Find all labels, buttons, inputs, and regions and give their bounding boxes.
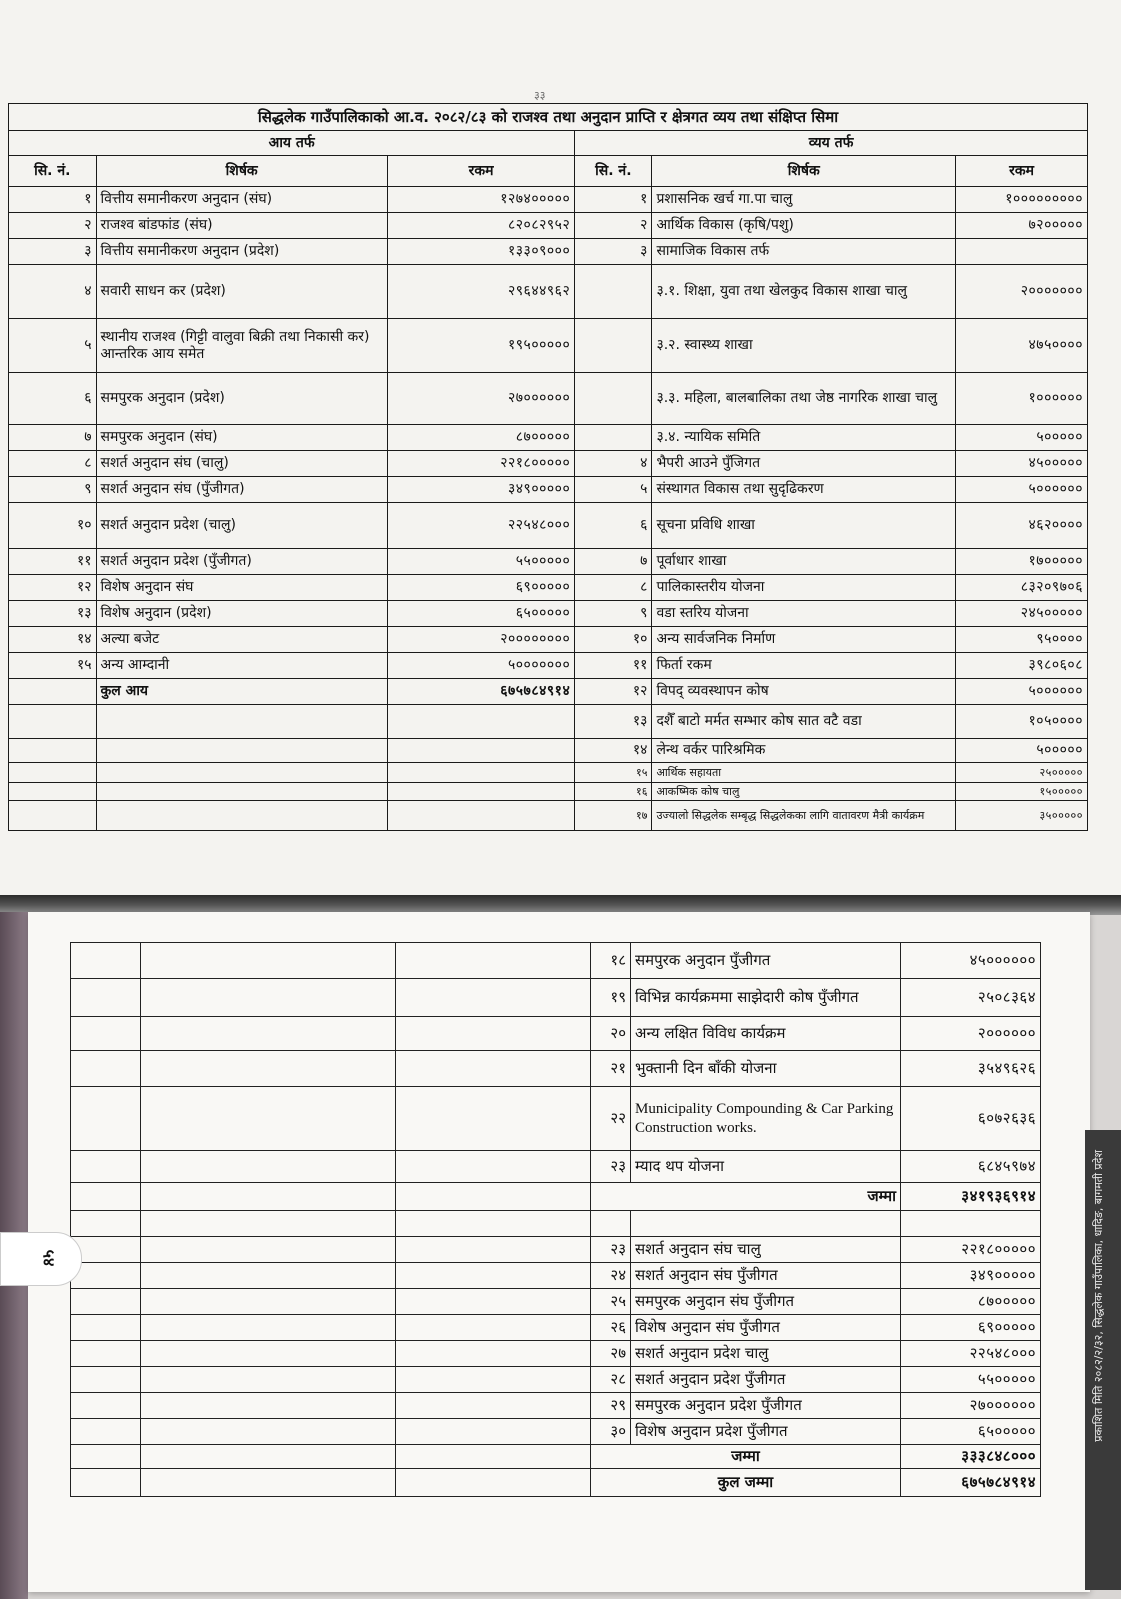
income-empty-cell <box>9 679 97 705</box>
expense-sn <box>575 319 652 373</box>
expense-amount: ५००००० <box>956 425 1088 451</box>
income-sn: १ <box>9 187 97 213</box>
expense-title: पालिकास्तरीय योजना <box>652 575 956 601</box>
expense-amount: ५००००० <box>956 739 1088 763</box>
grant-amount: २२१८००००० <box>901 1237 1041 1263</box>
income-sn: ८ <box>9 451 97 477</box>
table-row <box>9 425 1088 451</box>
grant-sn: ३० <box>591 1419 631 1445</box>
expense-sn: १८ <box>591 943 631 979</box>
table-row <box>9 653 1088 679</box>
expense-title: संस्थागत विकास तथा सुदृढिकरण <box>652 477 956 503</box>
left-empty-cell <box>71 1289 141 1315</box>
grant-amount: ८७००००० <box>901 1289 1041 1315</box>
income-amount: ३४९००००० <box>387 477 574 503</box>
left-empty-cell <box>71 1419 141 1445</box>
left-empty-cell <box>71 1151 141 1183</box>
expense-title: Municipality Compounding & Car Parking Construction works. <box>631 1087 901 1151</box>
grant-amount: ६९००००० <box>901 1315 1041 1341</box>
income-heading: आय तर्फ <box>9 131 575 156</box>
income-empty-cell <box>387 783 574 801</box>
subtotal-label: जम्मा <box>591 1183 901 1211</box>
table-row <box>9 783 1088 801</box>
income-sn: ९ <box>9 477 97 503</box>
income-title: वित्तीय समानीकरण अनुदान (प्रदेश) <box>96 239 387 265</box>
expense-title: लेन्थ वर्कर पारिश्रमिक <box>652 739 956 763</box>
income-amount: १२७४००००० <box>387 187 574 213</box>
grant-amount: ६५००००० <box>901 1419 1041 1445</box>
table-row <box>9 451 1088 477</box>
left-empty-cell <box>141 1051 396 1087</box>
left-empty-cell <box>396 1289 591 1315</box>
income-title: सशर्त अनुदान प्रदेश (चालु) <box>96 503 387 549</box>
expense-amount: ६८४५९७४ <box>901 1151 1041 1183</box>
grant-amount: ५५००००० <box>901 1367 1041 1393</box>
left-empty-cell <box>396 1263 591 1289</box>
expense-amount: ४५००००० <box>956 451 1088 477</box>
income-empty-cell <box>387 705 574 739</box>
grant-amount: २२५४८००० <box>901 1341 1041 1367</box>
expense-sn: ९ <box>575 601 652 627</box>
income-title: अल्या बजेट <box>96 627 387 653</box>
table-row <box>71 1315 1041 1341</box>
table-row <box>9 549 1088 575</box>
expense-amount <box>956 239 1088 265</box>
grant-title: विशेष अनुदान प्रदेश पुँजीगत <box>631 1419 901 1445</box>
left-empty-cell <box>141 1315 396 1341</box>
expense-sn: १५ <box>575 763 652 783</box>
budget-table-top <box>8 103 1088 831</box>
income-empty-cell <box>96 739 387 763</box>
income-amount: २९६४४९६२ <box>387 265 574 319</box>
expense-sn: ३ <box>575 239 652 265</box>
expense-amount: ४६२०००० <box>956 503 1088 549</box>
income-sn: ४ <box>9 265 97 319</box>
expense-sn: २३ <box>591 1151 631 1183</box>
table-row <box>71 1211 1041 1237</box>
left-empty-cell <box>71 1445 141 1469</box>
table-title: सिद्धलेक गाउँपालिकाको आ.व. २०८२/८३ को राजश्व तथा अनुदान प्राप्ति र क्षेत्रगत व्यय तथा संक्षिप्त सिमा <box>9 104 1088 131</box>
left-empty-cell <box>71 1051 141 1087</box>
col-amount-income: रकम <box>387 156 574 187</box>
table-row <box>71 1087 1041 1151</box>
income-amount: २२५४८००० <box>387 503 574 549</box>
table-row <box>9 213 1088 239</box>
income-empty-cell <box>96 763 387 783</box>
table-row <box>9 739 1088 763</box>
blank-cell <box>631 1211 901 1237</box>
table-row <box>71 1341 1041 1367</box>
income-empty-cell <box>96 801 387 831</box>
expense-title: विभिन्न कार्यक्रममा साझेदारी कोष पुँजीगत <box>631 979 901 1017</box>
left-empty-cell <box>141 1341 396 1367</box>
income-sn: ६ <box>9 373 97 425</box>
expense-title: पूर्वाधार शाखा <box>652 549 956 575</box>
grant-sn: २६ <box>591 1315 631 1341</box>
left-empty-cell <box>141 1419 396 1445</box>
expense-amount: २४५००००० <box>956 601 1088 627</box>
table-row <box>9 705 1088 739</box>
expense-title: प्रशासनिक खर्च गा.पा चालु <box>652 187 956 213</box>
income-empty-cell <box>387 763 574 783</box>
expense-amount: २५००००० <box>956 763 1088 783</box>
left-empty-cell <box>71 1341 141 1367</box>
income-title: सशर्त अनुदान प्रदेश (पुँजीगत) <box>96 549 387 575</box>
grant-sn: २७ <box>591 1341 631 1367</box>
grants-total-label: जम्मा <box>591 1445 901 1469</box>
income-title: समपुरक अनुदान (संघ) <box>96 425 387 451</box>
left-empty-cell <box>141 1087 396 1151</box>
expense-sn: ११ <box>575 653 652 679</box>
expense-title: आर्थिक विकास (कृषि/पशु) <box>652 213 956 239</box>
page-marker: ३३ <box>534 89 546 102</box>
grant-title: विशेष अनुदान संघ पुँजीगत <box>631 1315 901 1341</box>
expense-sn <box>575 425 652 451</box>
expense-amount: ५०००००० <box>956 477 1088 503</box>
expense-sn <box>575 265 652 319</box>
expense-sn: १ <box>575 187 652 213</box>
income-title: वित्तीय समानीकरण अनुदान (संघ) <box>96 187 387 213</box>
left-empty-cell <box>141 1017 396 1051</box>
expense-sn: १६ <box>575 783 652 801</box>
left-empty-cell <box>396 1393 591 1419</box>
left-empty-cell <box>71 1211 141 1237</box>
expense-sn <box>575 373 652 425</box>
income-amount: २०००००००० <box>387 627 574 653</box>
grant-title: सशर्त अनुदान संघ पुँजीगत <box>631 1263 901 1289</box>
table-row <box>9 187 1088 213</box>
income-sn: १० <box>9 503 97 549</box>
left-empty-cell <box>71 1183 141 1211</box>
left-empty-cell <box>141 1393 396 1419</box>
income-empty-cell <box>9 801 97 831</box>
expense-amount: १५००००० <box>956 783 1088 801</box>
table-row <box>71 979 1041 1017</box>
col-sn-income: सि. नं. <box>9 156 97 187</box>
income-sn: १५ <box>9 653 97 679</box>
blank-cell <box>901 1211 1041 1237</box>
expense-amount: २०००००० <box>901 1017 1041 1051</box>
table-row <box>9 477 1088 503</box>
expense-sn: २० <box>591 1017 631 1051</box>
table-row <box>71 1183 1041 1211</box>
grant-title: सशर्त अनुदान प्रदेश पुँजीगत <box>631 1367 901 1393</box>
grants-total-amount: ३३३८४८००० <box>901 1445 1041 1469</box>
left-empty-cell <box>141 1237 396 1263</box>
budget-table-bottom <box>70 942 1041 1497</box>
expense-title: सामाजिक विकास तर्फ <box>652 239 956 265</box>
expense-title: ३.३. महिला, बालबालिका तथा जेष्ठ नागरिक शाखा चालु <box>652 373 956 425</box>
left-empty-cell <box>141 1211 396 1237</box>
left-empty-cell <box>396 979 591 1017</box>
col-sn-expense: सि. नं. <box>575 156 652 187</box>
expense-sn: ४ <box>575 451 652 477</box>
expense-title: ३.१. शिक्षा, युवा तथा खेलकुद विकास शाखा चालु <box>652 265 956 319</box>
income-title: अन्य आम्दानी <box>96 653 387 679</box>
expense-title: आर्थिक सहायता <box>652 763 956 783</box>
income-empty-cell <box>96 783 387 801</box>
expense-sn: १७ <box>575 801 652 831</box>
income-sn: १२ <box>9 575 97 601</box>
income-amount: २२१८००००० <box>387 451 574 477</box>
income-sn: २ <box>9 213 97 239</box>
left-empty-cell <box>141 1289 396 1315</box>
table-row <box>71 1445 1041 1469</box>
income-title: सशर्त अनुदान संघ (पुँजीगत) <box>96 477 387 503</box>
income-amount: ८७००००० <box>387 425 574 451</box>
income-empty-cell <box>9 739 97 763</box>
table-row <box>9 601 1088 627</box>
income-amount: २७०००००० <box>387 373 574 425</box>
left-empty-cell <box>71 1017 141 1051</box>
left-empty-cell <box>141 1367 396 1393</box>
income-title: सवारी साधन कर (प्रदेश) <box>96 265 387 319</box>
left-empty-cell <box>71 1367 141 1393</box>
income-sn: १३ <box>9 601 97 627</box>
left-empty-cell <box>141 1183 396 1211</box>
left-empty-cell <box>396 1341 591 1367</box>
expense-sn: ५ <box>575 477 652 503</box>
table-row <box>9 319 1088 373</box>
left-empty-cell <box>396 1237 591 1263</box>
expense-amount: १०५०००० <box>956 705 1088 739</box>
table-row <box>71 1237 1041 1263</box>
expense-amount: ३९८०६०८ <box>956 653 1088 679</box>
expense-title: म्याद थप योजना <box>631 1151 901 1183</box>
table-row <box>71 1393 1041 1419</box>
left-empty-cell <box>396 1051 591 1087</box>
income-empty-cell <box>387 739 574 763</box>
expense-heading: व्यय तर्फ <box>575 131 1088 156</box>
table-row <box>9 265 1088 319</box>
income-title: स्थानीय राजश्व (गिट्टी वालुवा बिक्री तथा निकासी कर) आन्तरिक आय समेत <box>96 319 387 373</box>
expense-amount: ४७५०००० <box>956 319 1088 373</box>
grant-sn: २४ <box>591 1263 631 1289</box>
table-row <box>71 1469 1041 1497</box>
expense-amount: ९५०००० <box>956 627 1088 653</box>
expense-title: अन्य लक्षित विविध कार्यक्रम <box>631 1017 901 1051</box>
left-empty-cell <box>396 1469 591 1497</box>
left-empty-cell <box>141 943 396 979</box>
income-sn: ७ <box>9 425 97 451</box>
grant-amount: २७०००००० <box>901 1393 1041 1419</box>
table-row <box>71 1289 1041 1315</box>
expense-title: दशैँ बाटो मर्मत सम्भार कोष सात वटै वडा <box>652 705 956 739</box>
expense-amount: ८३२०९७०६ <box>956 575 1088 601</box>
expense-title: फिर्ता रकम <box>652 653 956 679</box>
expense-sn: ६ <box>575 503 652 549</box>
income-empty-cell <box>9 783 97 801</box>
income-empty-cell <box>96 705 387 739</box>
left-empty-cell <box>396 1315 591 1341</box>
left-empty-cell <box>396 943 591 979</box>
blank-cell <box>591 1211 631 1237</box>
grand-total-label: कुल जम्मा <box>591 1469 901 1497</box>
expense-title: अन्य सार्वजनिक निर्माण <box>652 627 956 653</box>
left-empty-cell <box>396 1211 591 1237</box>
expense-amount: ५०००००० <box>956 679 1088 705</box>
left-empty-cell <box>396 1151 591 1183</box>
left-empty-cell <box>141 1263 396 1289</box>
expense-amount: २००००००० <box>956 265 1088 319</box>
left-empty-cell <box>71 1087 141 1151</box>
left-empty-cell <box>396 1017 591 1051</box>
expense-sn: १२ <box>575 679 652 705</box>
table-row <box>71 1151 1041 1183</box>
expense-title: भैपरी आउने पुँजिगत <box>652 451 956 477</box>
expense-amount: ७२००००० <box>956 213 1088 239</box>
income-amount: १३३०९००० <box>387 239 574 265</box>
table-row <box>71 943 1041 979</box>
income-empty-cell <box>387 801 574 831</box>
expense-amount: १७००००० <box>956 549 1088 575</box>
expense-sn: ८ <box>575 575 652 601</box>
left-empty-cell <box>71 979 141 1017</box>
table-row <box>9 627 1088 653</box>
income-empty-cell <box>9 763 97 783</box>
left-empty-cell <box>141 1151 396 1183</box>
income-amount: ५००००००० <box>387 653 574 679</box>
income-sn: ११ <box>9 549 97 575</box>
income-amount: ५५००००० <box>387 549 574 575</box>
expense-amount: १०००००० <box>956 373 1088 425</box>
edge-caption: प्रकाशित मिति २०८२/२/३२, सिद्धलेक गाउँपालिका, धादिङ, बागमती प्रदेश <box>1092 1150 1105 1442</box>
income-amount: १९५००००० <box>387 319 574 373</box>
left-empty-cell <box>71 1315 141 1341</box>
book-edge-right <box>1085 1130 1121 1590</box>
grant-sn: २३ <box>591 1237 631 1263</box>
grant-title: सशर्त अनुदान संघ चालु <box>631 1237 901 1263</box>
expense-amount: ३५००००० <box>956 801 1088 831</box>
expense-sn: २२ <box>591 1087 631 1151</box>
income-sn: ५ <box>9 319 97 373</box>
left-empty-cell <box>141 979 396 1017</box>
grant-sn: २८ <box>591 1367 631 1393</box>
expense-title: भुक्तानी दिन बाँकी योजना <box>631 1051 901 1087</box>
subtotal-amount: ३४१९३६९१४ <box>901 1183 1041 1211</box>
grand-total-amount: ६७५७८४९१४ <box>901 1469 1041 1497</box>
income-title: विशेष अनुदान (प्रदेश) <box>96 601 387 627</box>
grant-title: सशर्त अनुदान प्रदेश चालु <box>631 1341 901 1367</box>
table-row <box>9 763 1088 783</box>
grant-amount: ३४९००००० <box>901 1263 1041 1289</box>
expense-title: आकष्मिक कोष चालु <box>652 783 956 801</box>
table-row <box>71 1367 1041 1393</box>
expense-title: ३.२. स्वास्थ्य शाखा <box>652 319 956 373</box>
income-empty-cell <box>9 705 97 739</box>
income-title: सशर्त अनुदान संघ (चालु) <box>96 451 387 477</box>
income-total-label: कुल आय <box>96 679 387 705</box>
expense-title: ३.४. न्यायिक समिति <box>652 425 956 451</box>
expense-sn: १० <box>575 627 652 653</box>
income-amount: ६९००००० <box>387 575 574 601</box>
expense-sn: २१ <box>591 1051 631 1087</box>
left-empty-cell <box>71 1469 141 1497</box>
expense-sn: २ <box>575 213 652 239</box>
col-amount-expense: रकम <box>956 156 1088 187</box>
left-empty-cell <box>71 943 141 979</box>
table-row <box>9 503 1088 549</box>
table-row <box>9 679 1088 705</box>
expense-title: वडा स्तरिय योजना <box>652 601 956 627</box>
expense-sn: १४ <box>575 739 652 763</box>
left-empty-cell <box>396 1367 591 1393</box>
expense-sn: १३ <box>575 705 652 739</box>
income-title: समपुरक अनुदान (प्रदेश) <box>96 373 387 425</box>
col-title-expense: शिर्षक <box>652 156 956 187</box>
left-empty-cell <box>71 1393 141 1419</box>
income-title: राजश्व बांडफांड (संघ) <box>96 213 387 239</box>
left-empty-cell <box>141 1469 396 1497</box>
left-empty-cell <box>396 1445 591 1469</box>
side-page-tab: ५४ <box>0 1232 82 1286</box>
table-row <box>71 1051 1041 1087</box>
income-amount: ८२०८२९५२ <box>387 213 574 239</box>
left-empty-cell <box>396 1087 591 1151</box>
table-row <box>71 1419 1041 1445</box>
expense-title: उज्यालो सिद्धलेक सम्बृद्ध सिद्धलेकका लागि वातावरण मैत्री कार्यक्रम <box>652 801 956 831</box>
expense-amount: ३५४९६२६ <box>901 1051 1041 1087</box>
expense-amount: १००००००००० <box>956 187 1088 213</box>
table-row <box>9 373 1088 425</box>
income-sn: ३ <box>9 239 97 265</box>
expense-title: सूचना प्रविधि शाखा <box>652 503 956 549</box>
expense-amount: २५०८३६४ <box>901 979 1041 1017</box>
table-row <box>9 575 1088 601</box>
income-sn: १४ <box>9 627 97 653</box>
grant-sn: २५ <box>591 1289 631 1315</box>
expense-amount: ४५०००००० <box>901 943 1041 979</box>
left-empty-cell <box>396 1419 591 1445</box>
income-total-amount: ६७५७८४९१४ <box>387 679 574 705</box>
expense-amount: ६०७२६३६ <box>901 1087 1041 1151</box>
grant-title: समपुरक अनुदान प्रदेश पुँजीगत <box>631 1393 901 1419</box>
income-amount: ६५००००० <box>387 601 574 627</box>
col-title-income: शिर्षक <box>96 156 387 187</box>
table-row <box>9 239 1088 265</box>
expense-title: समपुरक अनुदान पुँजीगत <box>631 943 901 979</box>
left-empty-cell <box>396 1183 591 1211</box>
grant-title: समपुरक अनुदान संघ पुँजीगत <box>631 1289 901 1315</box>
expense-title: विपद् व्यवस्थापन कोष <box>652 679 956 705</box>
table-row <box>9 801 1088 831</box>
left-empty-cell <box>141 1445 396 1469</box>
expense-sn: ७ <box>575 549 652 575</box>
income-title: विशेष अनुदान संघ <box>96 575 387 601</box>
expense-sn: १९ <box>591 979 631 1017</box>
grant-sn: २९ <box>591 1393 631 1419</box>
table-row <box>71 1017 1041 1051</box>
table-row <box>71 1263 1041 1289</box>
